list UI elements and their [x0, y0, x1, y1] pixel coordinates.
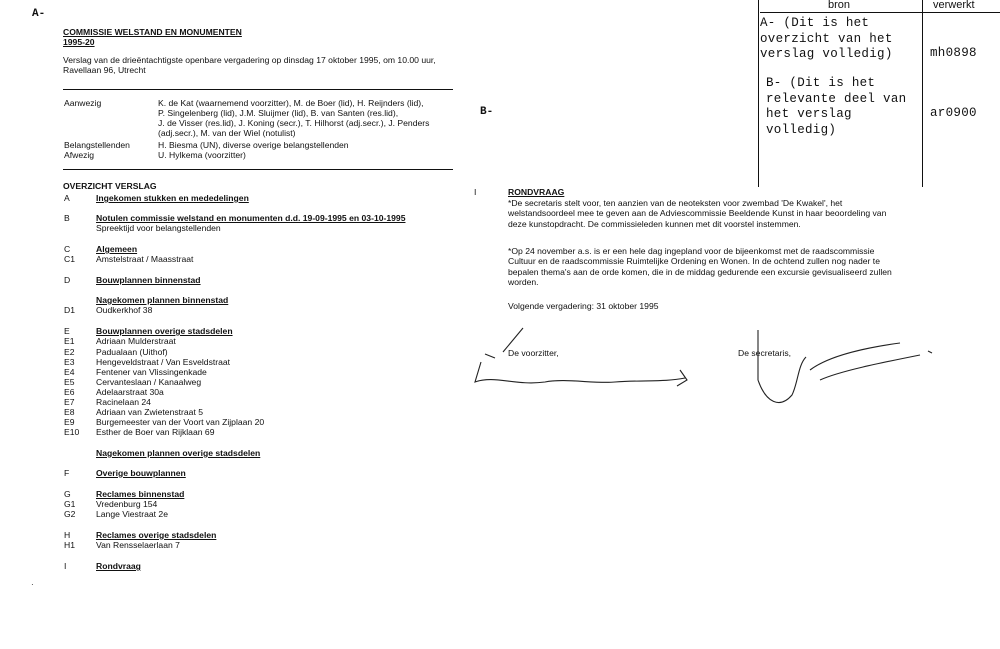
stamp-column-divider [922, 0, 923, 187]
chair-signature-scribble [455, 320, 705, 400]
overview-title: OVERZICHT VERSLAG [63, 181, 157, 191]
overview-item: Van Rensselaerlaan 7 [96, 540, 180, 550]
stamp-header-processed: verwerkt [933, 0, 975, 11]
overview-section-title: Bouwplannen overige stadsdelen [96, 326, 233, 336]
overview-item: Oudkerkhof 38 [96, 305, 153, 315]
attendance-present-line: K. de Kat (waarnemend voorzitter), M. de Boer (lid), H. Reijnders (lid), [158, 98, 424, 108]
attendance-absent-line: U. Hylkema (voorzitter) [158, 150, 246, 160]
overview-section-title: Bouwplannen binnenstad [96, 275, 201, 285]
attendance-present-line: P. Singelenberg (lid), J.M. Sluijmer (lid), B. van Santen (res.lid), [158, 108, 399, 118]
overview-code: E5 [64, 377, 75, 387]
overview-item: Lange Viestraat 2e [96, 509, 168, 519]
overview-item: Hengeveldstraat / Van Esveldstraat [96, 357, 231, 367]
secretary-signature-scribble [740, 325, 940, 415]
document-title: COMMISSIE WELSTAND EN MONUMENTEN [63, 27, 242, 37]
overview-code: C1 [64, 254, 75, 264]
overview-item: Racinelaan 24 [96, 397, 151, 407]
rondvraag-paragraph-2: *Op 24 november a.s. is er een hele dag ingepland voor de bijeenkomst met de raadscommissie Cultuur en de raadscommissie Ruimtelijke Ordening en Wonen. In de ochtend zullen nog nader te bepalen thema's aan de orde komen, die in de middag gedurende een excursie gevisualiseerd zullen worden. [508, 246, 892, 287]
rondvraag-paragraph-1: *De secretaris stelt voor, ten aanzien van de neoteksten voor zwembad 'De Kwakel', het welstandsoordeel mee te geven aan de Adviescommissie Beeldende Kunst in haar beoordeling van deze kunstopdracht. De commissieleden kunnen met dit voorstel instemmen. [508, 198, 887, 229]
overview-code: G [64, 489, 71, 499]
overview-item: Burgemeester van der Voort van Zijplaan 20 [96, 417, 265, 427]
overview-section-title: Rondvraag [96, 561, 141, 571]
attendance-label-interested: Belangstellenden [64, 140, 130, 150]
overview-section-title: Algemeen [96, 244, 138, 254]
attendance-interested-line: H. Biesma (UN), diverse overige belangstellenden [158, 140, 349, 150]
stamp-processed-b: ar0900 [930, 106, 977, 120]
overview-item: Adelaarstraat 30a [96, 387, 164, 397]
overview-code: E4 [64, 367, 75, 377]
divider-bottom [63, 169, 453, 170]
overview-item: Adriaan Mulderstraat [96, 336, 176, 346]
overview-section-title: Notulen commissie welstand en monumenten d.d. 19-09-1995 en 03-10-1995 [96, 213, 406, 223]
overview-section-title: Overige bouwplannen [96, 468, 186, 478]
overview-code: G2 [64, 509, 76, 519]
attendance-label-present: Aanwezig [64, 98, 102, 108]
stamp-source-b: B- (Dit is het relevante deel van het verslag volledig) [766, 76, 907, 137]
overview-item: Fentener van Vlissingenkade [96, 367, 207, 377]
overview-code: E8 [64, 407, 75, 417]
overview-section-title: Nagekomen plannen overige stadsdelen [96, 448, 261, 458]
rondvraag-title: RONDVRAAG [508, 187, 565, 197]
overview-code: F [64, 468, 70, 478]
overview-code: E3 [64, 357, 75, 367]
stamp-source-a: A- (Dit is het overzicht van het verslag volledig) [760, 16, 893, 62]
attendance-present-line: (adj.secr.), M. van der Wiel (notulist) [158, 128, 296, 138]
overview-code: H [64, 530, 71, 540]
overview-section-title: Reclames binnenstad [96, 489, 185, 499]
overview-item: Esther de Boer van Rijklaan 69 [96, 427, 215, 437]
overview-item: Adriaan van Zwietenstraat 5 [96, 407, 204, 417]
overview-code: E1 [64, 336, 75, 346]
overview-item: Amstelstraat / Maasstraat [96, 254, 194, 264]
overview-item: Spreektijd voor belangstellenden [96, 223, 221, 233]
divider-top [63, 89, 453, 90]
secretary-signature-label: De secretaris, [738, 348, 792, 358]
overview-code: G1 [64, 499, 76, 509]
rondvraag-code: I [474, 187, 477, 197]
document-header [63, 27, 242, 48]
stray-mark: · [31, 580, 34, 589]
next-meeting: Volgende vergadering: 31 oktober 1995 [508, 301, 659, 311]
document-number: 1995-20 [63, 37, 95, 48]
overview-code: C [64, 244, 71, 254]
overview-code: E10 [64, 427, 80, 437]
overview-code: E7 [64, 397, 75, 407]
stamp-processed-a: mh0898 [930, 46, 977, 60]
overview-code: E2 [64, 347, 75, 357]
overview-code: E6 [64, 387, 75, 397]
overview-item: Cervanteslaan / Kanaalweg [96, 377, 202, 387]
overview-code: D [64, 275, 71, 285]
overview-item: Padualaan (Uithof) [96, 347, 168, 357]
overview-code: D1 [64, 305, 75, 315]
overview-item: Vredenburg 154 [96, 499, 158, 509]
overview-code: I [64, 561, 67, 571]
attendance-label-absent: Afwezig [64, 150, 95, 160]
overview-section-title: Nagekomen plannen binnenstad [96, 295, 229, 305]
overview-code: E [64, 326, 70, 336]
chair-signature-label: De voorzitter, [508, 348, 559, 358]
margin-mark-b: B- [480, 106, 494, 118]
stamp-left-border [758, 0, 759, 187]
meeting-intro: Verslag van de drieëntachtigste openbare vergadering op dinsdag 17 oktober 1995, om 10.00 uur, Ravellaan 96, Utrecht [63, 55, 436, 76]
attendance-present-line: J. de Visser (res.lid), J. Koning (secr.), T. Hilhorst (adj.secr.), J. Penders [158, 118, 430, 128]
overview-code: A [64, 193, 70, 203]
margin-mark-a: A- [32, 8, 46, 20]
overview-section-title: Reclames overige stadsdelen [96, 530, 217, 540]
overview-code: H1 [64, 540, 75, 550]
overview-code: B [64, 213, 70, 223]
overview-section-title: Ingekomen stukken en mededelingen [96, 193, 249, 203]
overview-code: E9 [64, 417, 75, 427]
stamp-header-source: bron [828, 0, 851, 11]
